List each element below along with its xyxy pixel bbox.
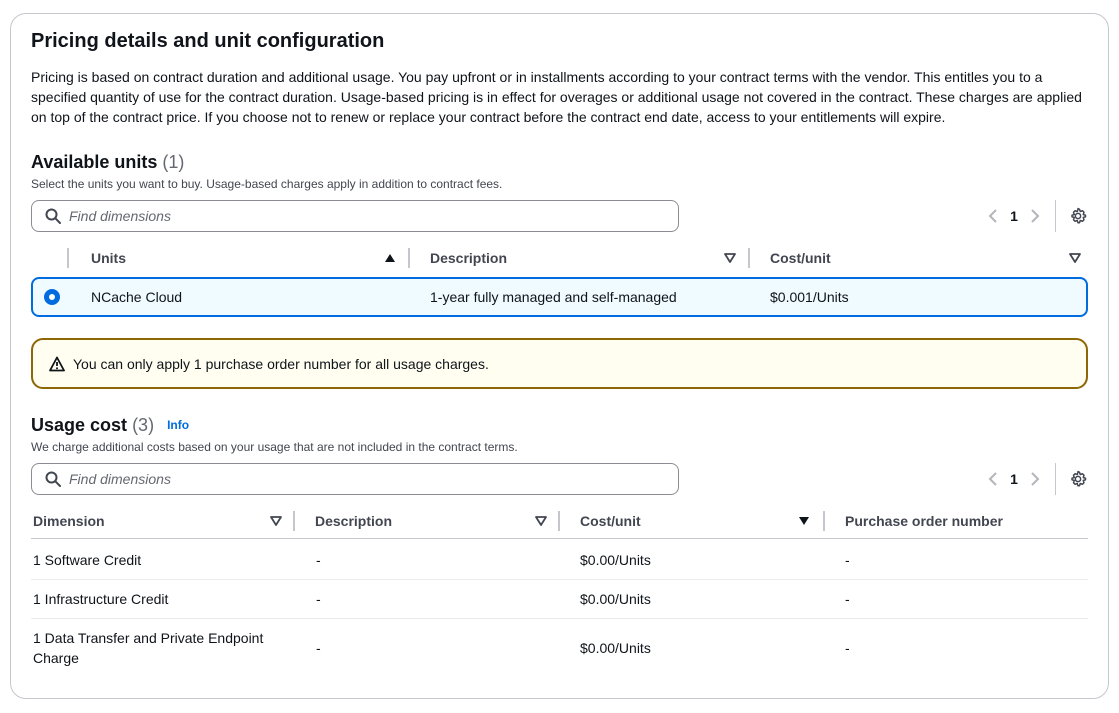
- search-icon: [45, 471, 61, 487]
- usage-cost-description: We charge additional costs based on your usage that are not included in the contract terms.: [31, 440, 518, 454]
- units-column-header[interactable]: [91, 240, 411, 276]
- row-radio-button[interactable]: [44, 289, 60, 305]
- alert-text: You can only apply 1 purchase order number for all usage charges.: [73, 355, 489, 372]
- po-column-header: [845, 503, 1085, 539]
- table-row: [31, 580, 1088, 619]
- table-row: [31, 619, 1088, 677]
- units-header-label: Units: [91, 250, 126, 266]
- sort-descending-icon[interactable]: [798, 515, 810, 527]
- table-row: [31, 540, 1088, 580]
- usage-cost-header-label: Cost/unit: [580, 512, 641, 529]
- info-link[interactable]: Info: [167, 418, 190, 432]
- previous-page-button[interactable]: [983, 469, 1003, 489]
- gear-icon: [1069, 207, 1087, 225]
- dimension-column-header[interactable]: [33, 503, 295, 539]
- dimension-cell-line: 1 Data Transfer and Private Endpoint: [33, 630, 264, 646]
- intro-text: Pricing is based on contract duration and additional usage. You pay upfront or in installments according to your contract terms with the vendor. This entitles you to a specified quantity of use for the contract duration. Usage-based pricing is in effect for overages or additional usage not covered in the contract. These charges are applied on top of the contract price. If you choose not to renew or replace your contract before the contract end date, access to your entitlements will expire.: [31, 69, 1082, 125]
- usage-cost-pagination: [983, 463, 1088, 495]
- cost-cell: $0.00/Units: [580, 551, 651, 568]
- dimension-header-label: Dimension: [33, 512, 105, 529]
- usage-description-header-label: Description: [315, 512, 393, 529]
- available-units-heading: [31, 152, 184, 173]
- description-cell: -: [316, 591, 321, 607]
- usage-table-header: [31, 503, 1088, 539]
- table-row[interactable]: [31, 277, 1088, 317]
- sort-ascending-icon[interactable]: [384, 252, 396, 264]
- dimension-cell: 1 Infrastructure Credit: [33, 591, 169, 607]
- search-icon: [45, 208, 61, 224]
- pricing-panel: [10, 13, 1109, 699]
- sort-icon[interactable]: [1069, 252, 1081, 264]
- available-units-search[interactable]: [31, 200, 679, 232]
- current-page-number[interactable]: 1: [1010, 208, 1018, 224]
- pagination-divider: [1055, 463, 1056, 495]
- column-divider: [408, 248, 410, 268]
- chevron-right-icon: [1030, 209, 1040, 223]
- sort-icon[interactable]: [270, 515, 282, 527]
- pagination-divider: [1055, 200, 1056, 232]
- preferences-button[interactable]: [1068, 469, 1088, 489]
- dimension-cell: [33, 628, 293, 668]
- units-table-header: [31, 240, 1088, 276]
- next-page-button[interactable]: [1025, 469, 1045, 489]
- usage-cost-count: (3): [132, 415, 155, 435]
- select-column-header: [31, 240, 71, 276]
- cost-header-label: Cost/unit: [770, 250, 831, 266]
- column-divider: [293, 511, 295, 531]
- dimension-cell-line: Charge: [33, 650, 79, 666]
- cost-cell: $0.001/Units: [770, 289, 849, 305]
- column-divider: [823, 511, 825, 531]
- available-units-count: (1): [162, 152, 185, 172]
- cost-cell: $0.00/Units: [580, 640, 651, 656]
- available-units-search-input[interactable]: [69, 208, 678, 224]
- column-divider: [67, 248, 69, 268]
- warning-alert: [31, 338, 1088, 389]
- available-units-pagination: [983, 200, 1088, 232]
- chevron-left-icon: [988, 472, 998, 486]
- cost-column-header[interactable]: [770, 240, 1090, 276]
- dimension-cell: 1 Software Credit: [33, 551, 142, 568]
- preferences-button[interactable]: [1068, 206, 1088, 226]
- cost-cell: $0.00/Units: [580, 591, 651, 607]
- description-cell: -: [316, 640, 321, 656]
- chevron-right-icon: [1030, 472, 1040, 486]
- usage-cost-title: Usage cost: [31, 415, 128, 435]
- usage-cost-search[interactable]: [31, 463, 679, 495]
- po-header-label: Purchase order number: [845, 512, 1003, 529]
- po-cell: -: [845, 591, 850, 607]
- chevron-left-icon: [988, 209, 998, 223]
- description-header-label: Description: [430, 250, 508, 266]
- page-title: Pricing details and unit configuration: [31, 30, 385, 52]
- next-page-button[interactable]: [1025, 206, 1045, 226]
- units-cell: NCache Cloud: [91, 289, 183, 305]
- sort-icon[interactable]: [724, 252, 736, 264]
- usage-description-column-header[interactable]: [315, 503, 560, 539]
- po-cell: -: [845, 640, 850, 656]
- available-units-description: Select the units you want to buy. Usage-based charges apply in addition to contract fees.: [31, 177, 503, 191]
- description-column-header[interactable]: [430, 240, 750, 276]
- usage-cost-heading: [31, 415, 189, 436]
- po-cell: -: [845, 551, 850, 568]
- current-page-number[interactable]: 1: [1010, 471, 1018, 487]
- column-divider: [558, 511, 560, 531]
- column-divider: [748, 248, 750, 268]
- gear-icon: [1069, 470, 1087, 488]
- available-units-title: Available units: [31, 152, 158, 172]
- previous-page-button[interactable]: [983, 206, 1003, 226]
- warning-icon: [49, 356, 65, 372]
- usage-cost-column-header[interactable]: [580, 503, 825, 539]
- description-cell: 1-year fully managed and self-managed: [430, 289, 677, 305]
- description-cell: -: [316, 551, 321, 568]
- sort-icon[interactable]: [535, 515, 547, 527]
- usage-cost-search-input[interactable]: [69, 471, 678, 487]
